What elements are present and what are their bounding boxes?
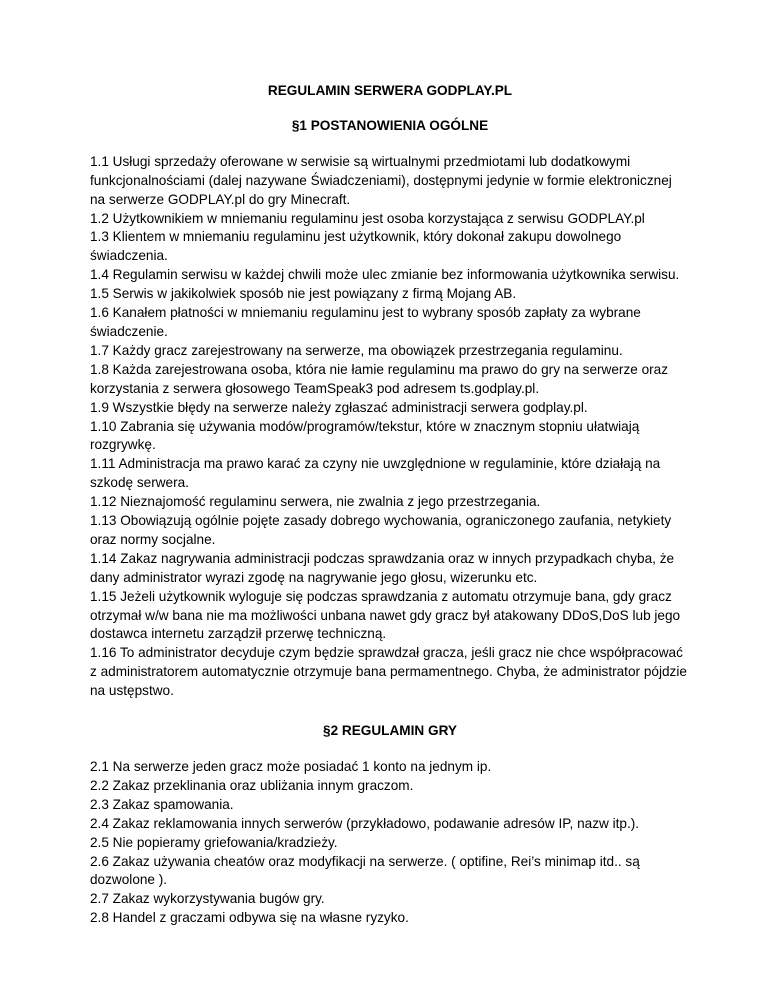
rule-1-5: 1.5 Serwis w jakikolwiek sposób nie jest powiązany z firmą Mojang AB. <box>90 286 517 302</box>
rule-1-7: 1.7 Każdy gracz zarejestrowany na serwerze, ma obowiązek przestrzegania regulaminu. <box>90 342 623 358</box>
rule-1-11: 1.11 Administracja ma prawo karać za czyny nie uwzględnione w regulaminie, które działają na szkodę serwera. <box>90 456 661 491</box>
rule-1-10: 1.10 Zabrania się używania modów/programów/tekstur, które w znacznym stopniu ułatwiają rozgrywkę. <box>90 418 640 453</box>
document-page <box>90 82 690 928</box>
rule-1-3: 1.3 Klientem w mniemaniu regulaminu jest użytkownik, który dokonał zakupu dowolnego świadczenia. <box>90 229 622 264</box>
rule-1-16: 1.16 To administrator decyduje czym będzie sprawdzał gracza, jeśli gracz nie chce współpracować z administratorem automatycznie otrzymuje bana permamentnego. Chyba, że administrator pójdzie na ustępstwo. <box>90 645 687 699</box>
rule-1-13: 1.13 Obowiązują ogólnie pojęte zasady dobrego wychowania, ograniczonego zaufania, netykiety oraz normy socjalne. <box>90 513 672 547</box>
rule-2-7: 2.7 Zakaz wykorzystywania bugów gry. <box>90 891 325 907</box>
section-game-rules <box>90 722 690 928</box>
rule-1-15: 1.15 Jeżeli użytkownik wyloguje się podczas sprawdzania z automatu otrzymuje bana, gdy gracz otrzymał w/w bana nie ma możliwości unbana nawet gdy gracz był atakowany DDoS,DoS lub jego dostawca internetu zarządził przerwę techniczną. <box>90 588 681 642</box>
rule-2-1: 2.1 Na serwerze jeden gracz może posiadać 1 konto na jednym ip. <box>90 759 492 774</box>
rule-2-6: 2.6 Zakaz używania cheatów oraz modyfikacji na serwerze. ( optifine, Rei’s minimap itd.. są dozwolone ). <box>90 853 640 888</box>
rule-2-8: 2.8 Handel z graczami odbywa się na własne ryzyko. <box>90 910 409 926</box>
section-heading: §2 REGULAMIN GRY <box>323 723 457 739</box>
rule-1-6: 1.6 Kanałem płatności w mniemaniu regulaminu jest to wybrany sposób zapłaty za wybrane świadczenie. <box>90 305 641 339</box>
rule-2-3: 2.3 Zakaz spamowania. <box>90 796 234 812</box>
rule-1-8: 1.8 Każda zarejestrowana osoba, która nie łamie regulaminu ma prawo do gry na serwerze oraz korzystania z serwera głosowego TeamSpeak3 pod adresem ts.godplay.pl. <box>90 361 669 396</box>
section-heading: §1 POSTANOWIENIA OGÓLNE <box>291 117 489 133</box>
rule-2-5: 2.5 Nie popieramy griefowania/kradzieży. <box>90 834 338 850</box>
rule-1-1: 1.1 Usługi sprzedaży oferowane w serwisie są wirtualnymi przedmiotami lub dodatkowymi funkcjonalnościami (dalej nazywane Świadczeniami), dostępnymi jedynie w formie elektronicznej na serwerze GODPLAY.pl do gry Minecraft. <box>90 153 672 207</box>
section-general-provisions <box>90 117 690 701</box>
rule-1-9: 1.9 Wszystkie błędy na serwerze należy zgłaszać administracji serwera godplay.pl. <box>90 399 588 415</box>
rule-2-4: 2.4 Zakaz reklamowania innych serwerów (przykładowo, podawanie adresów IP, nazw itp.). <box>90 815 640 831</box>
document-title: REGULAMIN SERWERA GODPLAY.PL <box>267 83 513 98</box>
rule-1-14: 1.14 Zakaz nagrywania administracji podczas sprawdzania oraz w innych przypadkach chyba, że dany administrator wyrazi zgodę na nagrywanie jego głosu, wizerunku etc. <box>90 550 675 585</box>
rule-1-12: 1.12 Nieznajomość regulaminu serwera, nie zwalnia z jego przestrzegania. <box>90 494 541 510</box>
rule-1-2: 1.2 Użytkownikiem w mniemaniu regulaminu jest osoba korzystająca z serwisu GODPLAY.pl <box>90 210 645 226</box>
rule-2-2: 2.2 Zakaz przeklinania oraz ubliżania innym graczom. <box>90 777 414 793</box>
rule-1-4: 1.4 Regulamin serwisu w każdej chwili może ulec zmianie bez informowania użytkownika serwisu. <box>90 267 680 283</box>
